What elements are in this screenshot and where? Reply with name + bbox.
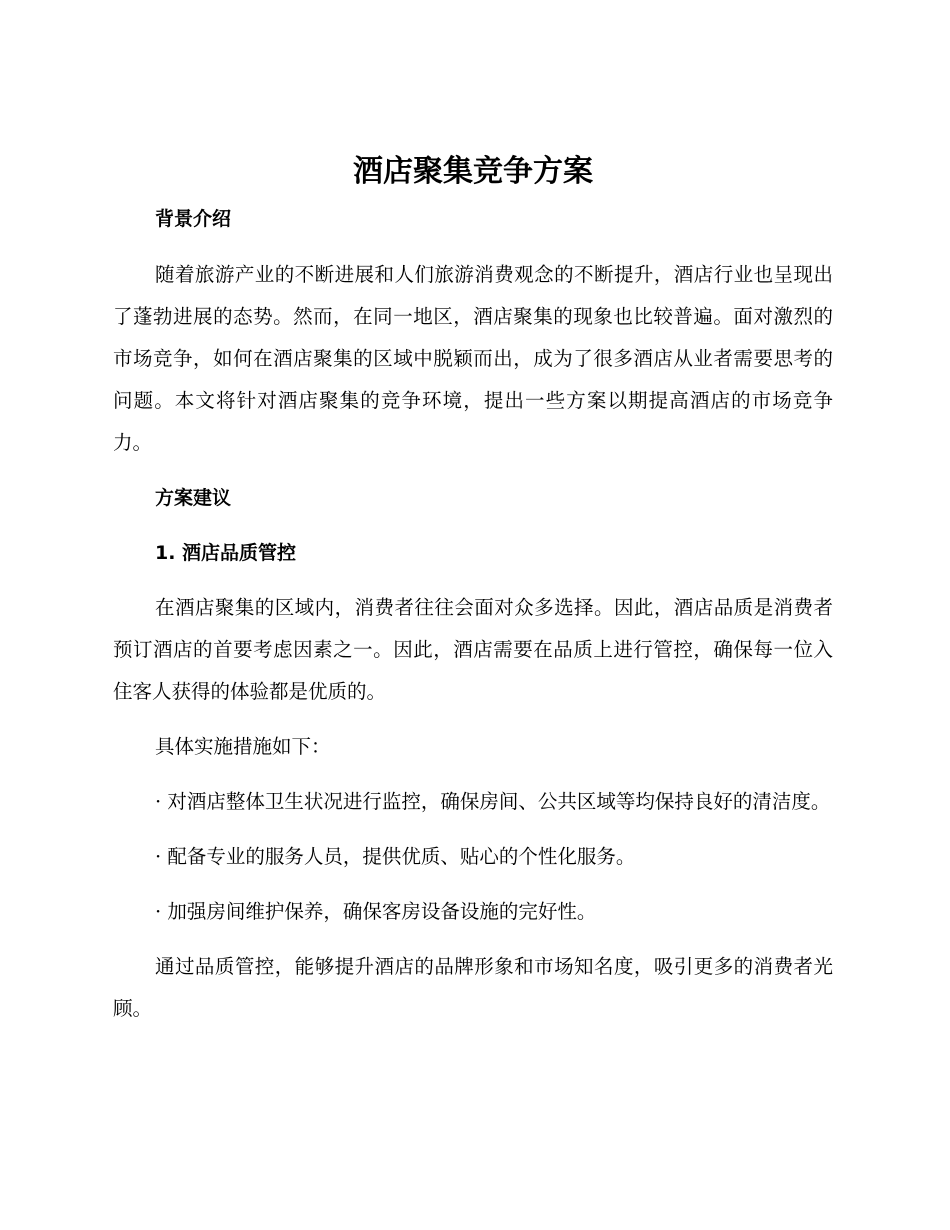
measures-intro: 具体实施措施如下： [155,735,331,758]
spacer [113,768,833,781]
bullet-item: · 对酒店整体卫生状况进行监控，确保房间、公共区域等均保持良好的清洁度。 [155,790,831,813]
document-body [113,150,833,1030]
section-heading-proposal: 方案建议 [155,487,232,509]
spacer [113,713,833,726]
subheading-quality-control: 1. 酒店品质管控 [155,542,297,564]
conclusion-paragraph: 通过品质管控，能够提升酒店的品牌形象和市场知名度，吸引更多的消费者光顾。 [113,955,833,1020]
spacer [113,574,833,587]
bullet-item: · 加强房间维护保养，确保客房设备设施的完好性。 [155,900,597,923]
spacer [113,933,833,946]
spacer [113,878,833,891]
spacer [113,823,833,836]
section-heading-background: 背景介绍 [155,208,232,230]
spacer [113,519,833,532]
document-title: 酒店聚集竞争方案 [353,154,593,189]
spacer [113,240,833,254]
quality-paragraph: 在酒店聚集的区域内，消费者往往会面对众多选择。因此，酒店品质是消费者预订酒店的首要考虑因素之一。因此，酒店需要在品质上进行管控，确保每一位入住客人获得的体验都是优质的。 [113,596,833,703]
bullet-item: · 配备专业的服务人员，提供优质、贴心的个性化服务。 [155,845,636,868]
spacer [113,464,833,477]
background-paragraph: 随着旅游产业的不断进展和人们旅游消费观念的不断提升，酒店行业也呈现出了蓬勃进展的态势。然而，在同一地区，酒店聚集的现象也比较普遍。面对激烈的市场竞争，如何在酒店聚集的区域中脱颖而出，成为了很多酒店从业者需要思考的问题。本文将针对酒店聚集的竞争环境，提出一些方案以期提高酒店的市场竞争力。 [113,263,833,454]
